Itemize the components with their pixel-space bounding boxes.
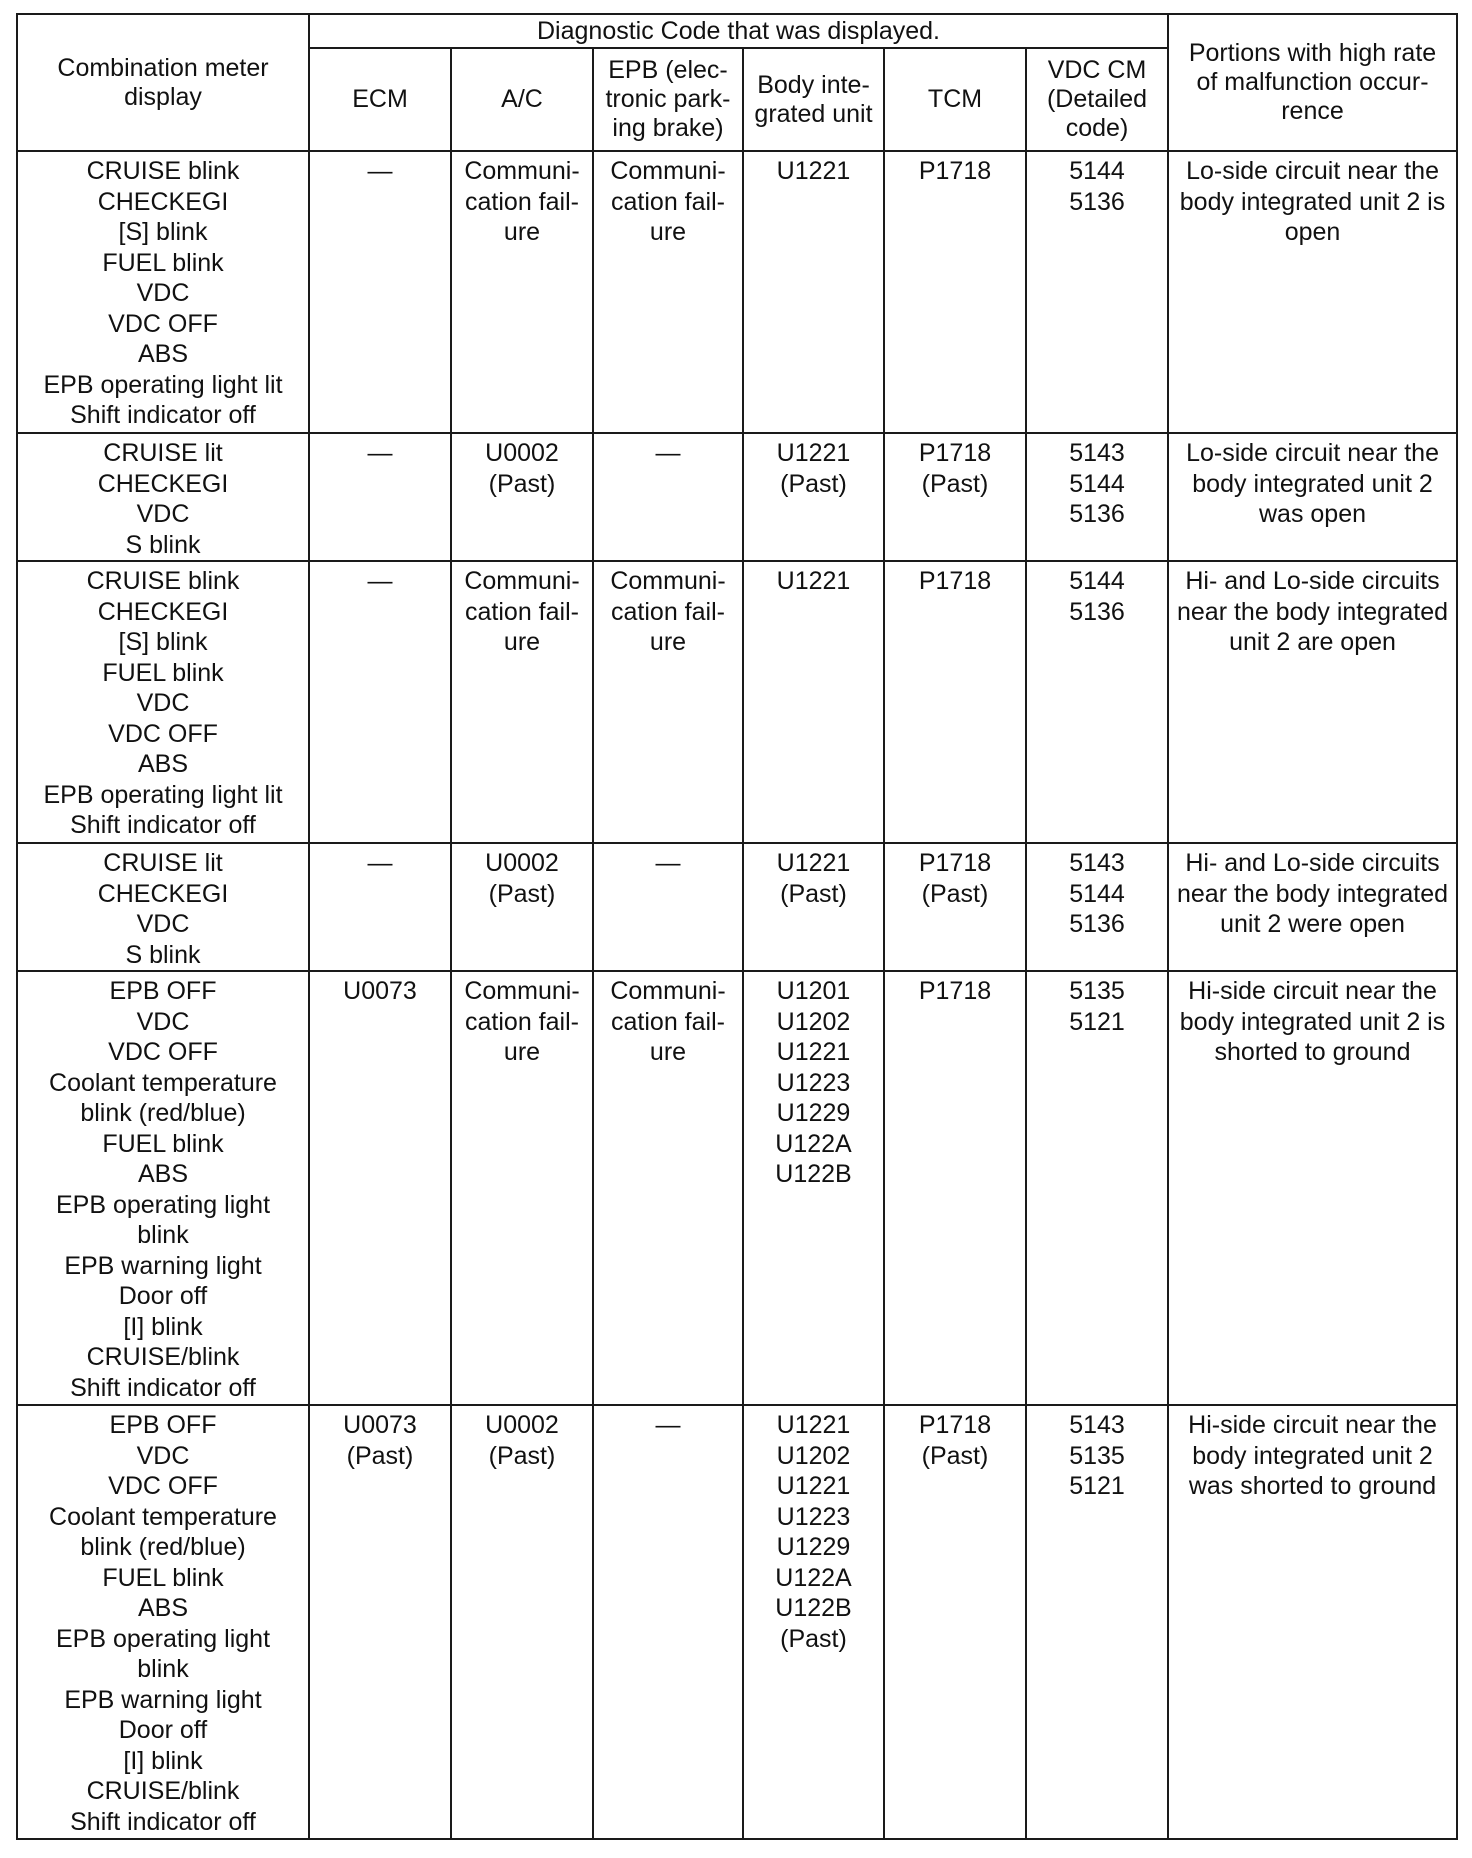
header-epb: EPB (elec- tronic park- ing brake) (593, 48, 743, 151)
cell-vdc: 5135 5121 (1026, 971, 1168, 1405)
table-row (17, 1405, 1457, 1839)
cell-portion: Hi-side circuit near the body integrated unit 2 is shorted to ground (1168, 971, 1457, 1405)
cell-ecm: — (309, 561, 451, 843)
cell-portion: Lo-side circuit near the body integrated unit 2 is open (1168, 151, 1457, 433)
header-vdc: VDC CM (Detailed code) (1026, 48, 1168, 151)
cell-portion: Lo-side circuit near the body integrated unit 2 was open (1168, 433, 1457, 561)
cell-meter: CRUISE blink CHECKEGI [S] blink FUEL blink VDC VDC OFF ABS EPB operating light lit Shift indicator off (17, 561, 309, 843)
cell-ac: Communi- cation fail- ure (451, 151, 593, 433)
cell-body: U1221 (743, 151, 884, 433)
cell-ecm: U0073 (309, 971, 451, 1405)
table-row (17, 561, 1457, 843)
cell-vdc: 5144 5136 (1026, 561, 1168, 843)
cell-portion: Hi- and Lo-side circuits near the body integrated unit 2 were open (1168, 843, 1457, 971)
cell-ac: U0002 (Past) (451, 1405, 593, 1839)
cell-meter: CRUISE lit CHECKEGI VDC S blink (17, 843, 309, 971)
cell-body: U1221 (Past) (743, 843, 884, 971)
cell-epb: — (593, 1405, 743, 1839)
header-portions: Portions with high rate of malfunction occur- rence (1168, 14, 1457, 151)
header-body: Body inte- grated unit (743, 48, 884, 151)
cell-meter: EPB OFF VDC VDC OFF Coolant temperature blink (red/blue) FUEL blink ABS EPB operating light blink EPB warning light Door off [I] blink CRUISE/blink Shift indicator off (17, 1405, 309, 1839)
cell-ecm: U0073 (Past) (309, 1405, 451, 1839)
table-row (17, 843, 1457, 971)
cell-ac: Communi- cation fail- ure (451, 561, 593, 843)
cell-epb: Communi- cation fail- ure (593, 561, 743, 843)
cell-body: U1221 (743, 561, 884, 843)
cell-ac: Communi- cation fail- ure (451, 971, 593, 1405)
diagnostic-table (16, 13, 1458, 1840)
cell-tcm: P1718 (Past) (884, 843, 1026, 971)
cell-vdc: 5143 5135 5121 (1026, 1405, 1168, 1839)
cell-tcm: P1718 (Past) (884, 433, 1026, 561)
header-tcm: TCM (884, 48, 1026, 151)
cell-portion: Hi- and Lo-side circuits near the body integrated unit 2 are open (1168, 561, 1457, 843)
cell-vdc: 5143 5144 5136 (1026, 843, 1168, 971)
table-row (17, 151, 1457, 433)
table-row (17, 433, 1457, 561)
header-combination-meter: Combination meter display (17, 14, 309, 151)
cell-ac: U0002 (Past) (451, 433, 593, 561)
cell-body: U1201 U1202 U1221 U1223 U1229 U122A U122B (743, 971, 884, 1405)
cell-tcm: P1718 (884, 971, 1026, 1405)
cell-vdc: 5143 5144 5136 (1026, 433, 1168, 561)
cell-vdc: 5144 5136 (1026, 151, 1168, 433)
cell-ecm: — (309, 151, 451, 433)
cell-ecm: — (309, 433, 451, 561)
cell-ac: U0002 (Past) (451, 843, 593, 971)
header-diagnostic-group: Diagnostic Code that was displayed. (309, 14, 1168, 48)
table-header (17, 14, 1457, 151)
cell-epb: Communi- cation fail- ure (593, 971, 743, 1405)
table-row (17, 971, 1457, 1405)
cell-epb: — (593, 433, 743, 561)
cell-body: U1221 U1202 U1221 U1223 U1229 U122A U122B (Past) (743, 1405, 884, 1839)
header-ecm: ECM (309, 48, 451, 151)
cell-meter: EPB OFF VDC VDC OFF Coolant temperature blink (red/blue) FUEL blink ABS EPB operating light blink EPB warning light Door off [I] blink CRUISE/blink Shift indicator off (17, 971, 309, 1405)
cell-tcm: P1718 (884, 561, 1026, 843)
cell-meter: CRUISE lit CHECKEGI VDC S blink (17, 433, 309, 561)
header-ac: A/C (451, 48, 593, 151)
cell-portion: Hi-side circuit near the body integrated unit 2 was shorted to ground (1168, 1405, 1457, 1839)
table-body (17, 151, 1457, 1839)
cell-body: U1221 (Past) (743, 433, 884, 561)
cell-ecm: — (309, 843, 451, 971)
cell-epb: Communi- cation fail- ure (593, 151, 743, 433)
cell-tcm: P1718 (884, 151, 1026, 433)
cell-epb: — (593, 843, 743, 971)
cell-meter: CRUISE blink CHECKEGI [S] blink FUEL blink VDC VDC OFF ABS EPB operating light lit Shift indicator off (17, 151, 309, 433)
cell-tcm: P1718 (Past) (884, 1405, 1026, 1839)
